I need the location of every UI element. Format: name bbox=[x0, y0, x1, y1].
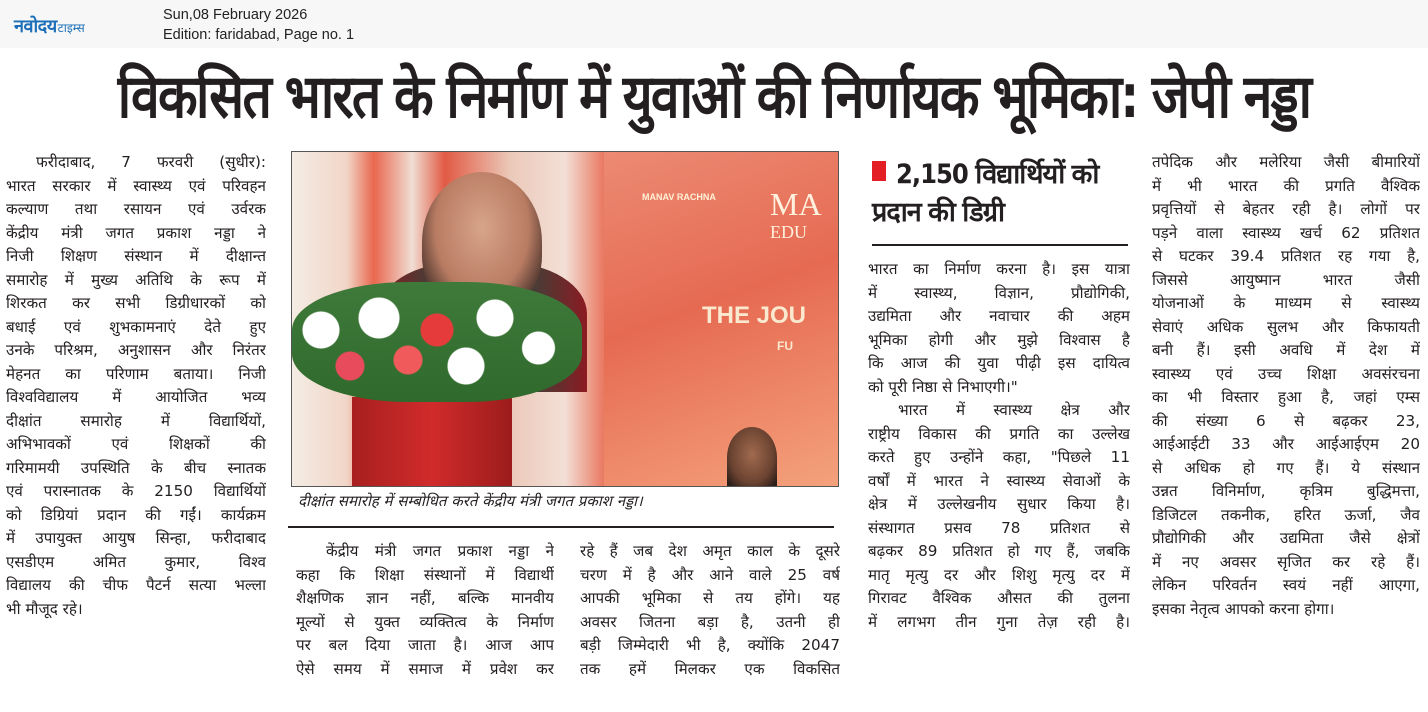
subheading-divider bbox=[872, 244, 1128, 246]
text-line: वर्षों में भारत ने स्वास्थ्य सेवाओं के bbox=[868, 471, 1130, 490]
text-line: विश्वविद्यालय में आयोजित भव्य bbox=[6, 388, 266, 406]
text-line: तपेदिक और मलेरिया जैसी बीमारियों bbox=[1152, 153, 1420, 171]
text-line: प्रवृत्तियों से बेहतर रही है। लोगों पर bbox=[1152, 200, 1420, 218]
banner-sub-text: FU bbox=[777, 339, 793, 353]
caption-divider bbox=[288, 526, 834, 528]
text-line: को पूरी निष्ठा से निभाएगी।" bbox=[868, 377, 1018, 396]
article-photo[interactable] bbox=[291, 151, 839, 487]
text-line: संस्थागत प्रसव 78 प्रतिशत से bbox=[868, 518, 1130, 537]
guest-figure bbox=[727, 427, 777, 487]
text-line: निजी शिक्षण संस्थान में दीक्षान्त bbox=[6, 247, 266, 265]
article-headline: विकसित भारत के निर्माण में युवाओं की निर्णायक भूमिका: जेपी नड्डा bbox=[117, 62, 1311, 132]
text-line: बड़ी जिम्मेदारी भी है, क्योंकि 2047 bbox=[580, 636, 840, 654]
page-header bbox=[0, 0, 1428, 48]
text-line: में स्वास्थ्य, विज्ञान, प्रौद्योगिकी, bbox=[868, 283, 1130, 302]
text-line: शैक्षणिक ज्ञान नहीं, बल्कि मानवीय bbox=[296, 589, 554, 607]
text-line: भारत का निर्माण करना है। इस यात्रा bbox=[868, 260, 1130, 278]
article-column-5 bbox=[1152, 151, 1420, 621]
text-line: विद्यालय की चीफ पैटर्न सत्या भल्ला bbox=[6, 576, 266, 594]
text-line: की संख्या 6 से बढ़कर 23, bbox=[1152, 411, 1420, 430]
podium bbox=[352, 397, 512, 487]
logo-sub-text: टाइम्स bbox=[57, 21, 85, 35]
newspaper-logo[interactable] bbox=[14, 14, 85, 38]
text-line: अवसर जितना बड़ा है, उतनी ही bbox=[580, 612, 840, 631]
text-line: मेहनत का परिणाम बताया। निजी bbox=[6, 364, 266, 383]
text-line: स्वास्थ्य एवं उच्च शिक्षा अवसंरचना bbox=[1152, 364, 1420, 383]
text-line: शिरकत कर सभी डिग्रीधारकों को bbox=[6, 294, 266, 312]
dateline: फरीदाबाद, 7 फरवरी (सुधीर): bbox=[36, 153, 266, 171]
text-line: उद्यमिता और नवाचार की अहम bbox=[868, 307, 1130, 325]
article-column-2 bbox=[296, 540, 554, 681]
text-line: समारोह में मुख्य अतिथि के रूप में bbox=[6, 270, 266, 289]
text-line: उनके परिश्रम, अनुशासन और निरंतर bbox=[6, 341, 266, 359]
text-line: चरण में है और आने वाले 25 वर्ष bbox=[580, 565, 840, 584]
text-line: गिरावट वैश्विक औसत की तुलना bbox=[868, 589, 1130, 607]
text-line: इसका नेतृत्व आपको करना होगा। bbox=[1152, 599, 1335, 618]
text-line: गरिमामयी उपस्थिति के बीच स्नातक bbox=[6, 458, 266, 477]
article-column-3 bbox=[580, 540, 840, 681]
text-line: जिससे आयुष्मान भारत जैसी bbox=[1152, 270, 1420, 289]
text-line: राष्ट्रीय विकास की प्रगति का उल्लेख bbox=[868, 424, 1130, 443]
flower-arrangement bbox=[292, 282, 582, 402]
text-line: दीक्षांत समारोह में विद्यार्थियों, bbox=[6, 411, 266, 430]
banner-title-text-2: EDU bbox=[770, 222, 807, 242]
text-line: कि आज की युवा पीढ़ी इस दायित्व bbox=[868, 354, 1130, 372]
text-line: को डिग्रियां प्रदान की गईं। कार्यक्रम bbox=[6, 505, 266, 524]
text-line: आईआईटी 33 और आईआईएम 20 bbox=[1152, 435, 1420, 453]
text-line: क्षेत्र में उल्लेखनीय सुधार किया है। bbox=[868, 495, 1130, 513]
text-line: भूमिका होगी और मुझे विश्वास है bbox=[868, 330, 1130, 349]
red-square-bullet-icon bbox=[872, 161, 886, 181]
text-line: कहा कि शिक्षा संस्थानों में विद्यार्थी bbox=[296, 565, 554, 584]
banner-slogan-text: THE JOU bbox=[702, 302, 807, 329]
text-line: मूल्यों से युक्त व्यक्तित्व के निर्माण bbox=[296, 612, 554, 631]
text-line: कल्याण तथा रसायन एवं उर्वरक bbox=[6, 200, 266, 218]
banner-logo-text: MANAV RACHNA bbox=[642, 192, 716, 202]
text-line: लेकिन परिवर्तन स्वयं नहीं आएगा, bbox=[1152, 576, 1420, 594]
text-line: सेवाएं अधिक सुलभ और किफायती bbox=[1152, 317, 1420, 336]
text-line: मातृ मृत्यु दर और शिशु मृत्यु दर में bbox=[868, 565, 1130, 584]
article-column-1 bbox=[6, 151, 266, 621]
text-line: में लगभग तीन गुना तेज़ रही है। bbox=[868, 612, 1130, 631]
article-column-4 bbox=[868, 258, 1130, 634]
text-line: भारत में स्वास्थ्य क्षेत्र और bbox=[898, 401, 1130, 419]
text-line: अभिभावकों एवं शिक्षकों की bbox=[6, 435, 266, 453]
text-line: ऐसे समय में समाज में प्रवेश कर bbox=[296, 659, 554, 678]
text-line: में उपायुक्त आयुष सिन्हा, फरीदाबाद bbox=[6, 529, 266, 547]
text-line: में नए अवसर सृजित कर रहे हैं। bbox=[1152, 552, 1420, 571]
edition-info: Edition: faridabad, Page no. 1 bbox=[163, 27, 355, 43]
text-line: भारत सरकार में स्वास्थ्य एवं परिवहन bbox=[6, 176, 266, 195]
text-line: पर बल दिया जाता है। आज आप bbox=[296, 636, 554, 654]
edition-meta bbox=[163, 5, 354, 45]
text-line: बधाई एवं शुभकामनाएं देते हुए bbox=[6, 317, 266, 336]
text-line: उन्नत विनिर्माण, कृत्रिम बुद्धिमत्ता, bbox=[1152, 482, 1420, 500]
text-line: करते हुए उन्होंने कहा, "पिछले 11 bbox=[868, 448, 1130, 466]
text-line: एवं परास्नातक के 2150 विद्यार्थियों bbox=[6, 482, 266, 500]
text-line: में भी भारत की प्रगति वैश्विक bbox=[1152, 176, 1420, 195]
text-line: केंद्रीय मंत्री जगत प्रकाश नड्डा ने bbox=[326, 542, 554, 560]
text-line: बनी हैं। इसी अवधि में देश में bbox=[1152, 341, 1420, 359]
text-line: केंद्रीय मंत्री जगत प्रकाश नड्डा ने bbox=[6, 223, 266, 242]
text-line: डिजिटल तकनीक, हरित ऊर्जा, जैव bbox=[1152, 505, 1420, 524]
text-line: तक हमें मिलकर एक विकसित bbox=[580, 659, 840, 678]
text-line: योजनाओं के माध्यम से स्वास्थ्य bbox=[1152, 294, 1420, 312]
subheading-line-2: प्रदान की डिग्री bbox=[872, 197, 1004, 228]
banner-title-text: MA bbox=[770, 186, 822, 222]
subheading bbox=[872, 156, 1128, 232]
text-line: रहे हैं जब देश अमृत काल के दूसरे bbox=[580, 542, 840, 560]
publication-date: Sun,08 February 2026 bbox=[163, 7, 308, 23]
text-line: एसडीएम अमित कुमार, विश्व bbox=[6, 552, 266, 571]
text-line: प्रौद्योगिकी और उद्यमिता जैसे क्षेत्रों bbox=[1152, 529, 1420, 547]
logo-main-text: नवोदय bbox=[14, 16, 57, 37]
text-line: आपकी भूमिका से तय होंगे। यह bbox=[580, 589, 840, 607]
subheading-line-1: 2,150 विद्यार्थियों को bbox=[896, 159, 1099, 190]
photo-caption: दीक्षांत समारोह में सम्बोधित करते केंद्रीय मंत्री जगत प्रकाश नड्डा। bbox=[298, 492, 643, 510]
text-line: भी मौजूद रहे। bbox=[6, 599, 83, 618]
text-line: से अधिक हो गए हैं। ये संस्थान bbox=[1152, 458, 1420, 477]
text-line: बढ़कर 89 प्रतिशत हो गए हैं, जबकि bbox=[868, 542, 1130, 560]
text-line: का भी विस्तार हुआ है, जहां एम्स bbox=[1152, 388, 1420, 406]
text-line: पड़ने वाला स्वास्थ्य खर्च 62 प्रतिशत bbox=[1152, 223, 1420, 242]
text-line: से घटकर 39.4 प्रतिशत रह गया है, bbox=[1152, 247, 1420, 265]
